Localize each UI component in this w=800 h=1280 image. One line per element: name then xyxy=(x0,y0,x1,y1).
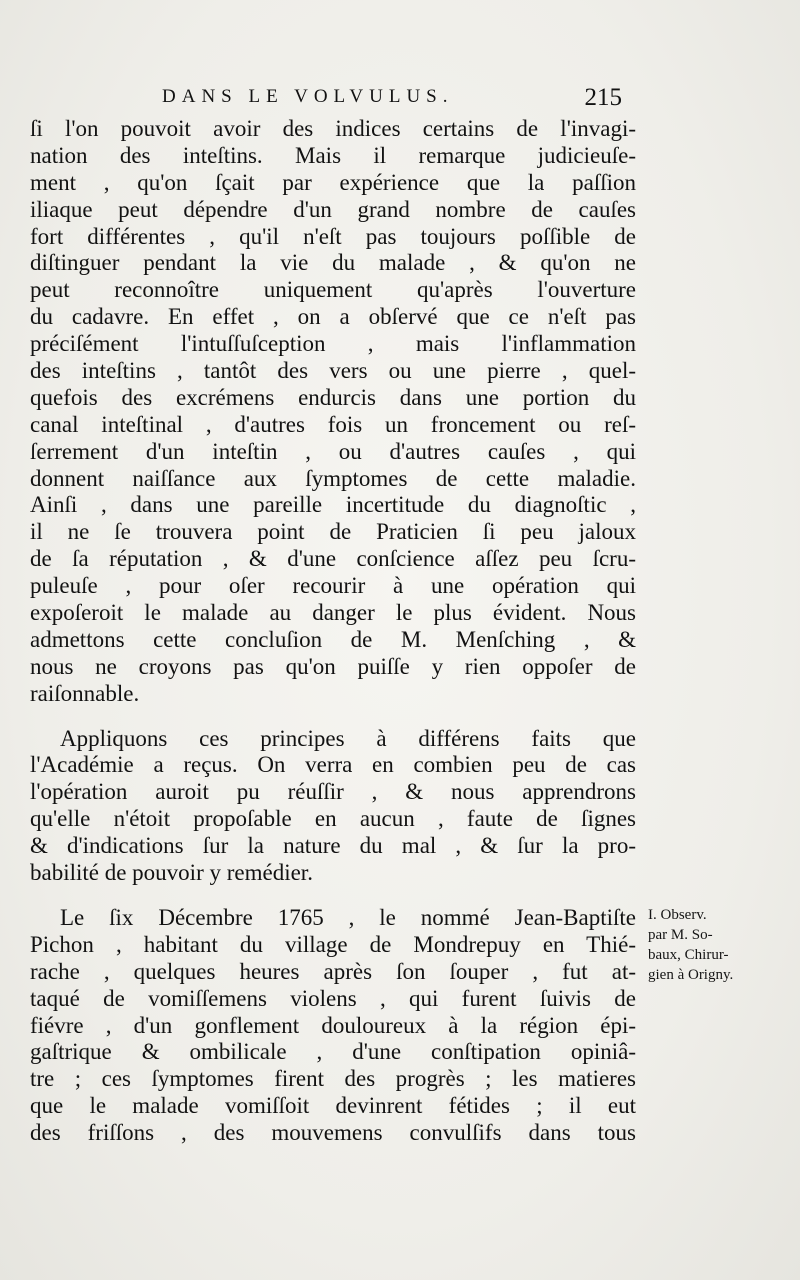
text-line: préciſément l'intuſſuſception , mais l'inflammation xyxy=(30,331,636,357)
text-line: puleuſe , pour oſer recourir à une opération qui xyxy=(30,573,636,599)
text-line: Le ſix Décembre 1765 , le nommé Jean-Baptiſte xyxy=(60,904,636,930)
text-line: nous ne croyons pas qu'on puiſſe y rien oppoſer de xyxy=(30,653,636,679)
paragraph-spacer xyxy=(30,708,636,726)
text-line: babilité de pouvoir y remédier. xyxy=(30,860,313,886)
text-line: qu'elle n'étoit propoſable en aucun , faute de ſignes xyxy=(30,806,636,832)
text-line: gaſtrique & ombilicale , d'une conſtipation opiniâ- xyxy=(30,1039,636,1065)
text-line: quefois des excrémens endurcis dans une portion du xyxy=(30,384,636,410)
text-line: fort différentes , qu'il n'eſt pas toujours poſſible de xyxy=(30,223,636,249)
text-line: de ſa réputation , & d'une conſcience aſſez peu ſcru- xyxy=(30,546,636,572)
text-line: peut reconnoître uniquement qu'après l'ouverture xyxy=(30,277,636,303)
text-line: ſerrement d'un inteſtin , ou d'autres cauſes , qui xyxy=(30,438,636,464)
text-line: nation des inteſtins. Mais il remarque judicieuſe- xyxy=(30,142,636,168)
text-line: & d'indications ſur la nature du mal , & ſur la pro- xyxy=(30,833,636,859)
text-line: l'opération auroit pu réuſſir , & nous apprendrons xyxy=(30,779,636,805)
text-line: que le malade vomiſſoit devinrent fétides ; il eut xyxy=(30,1093,636,1119)
text-line: du cadavre. En effet , on a obſervé que ce n'eſt pas xyxy=(30,304,636,330)
text-line: l'Académie a reçus. On verra en combien peu de cas xyxy=(30,752,636,778)
text-line: Ainſi , dans une pareille incertitude du diagnoſtic , xyxy=(30,492,636,518)
text-line: ment , qu'on ſçait par expérience que la paſſion xyxy=(30,169,636,195)
margin-note-line: par M. So- xyxy=(648,927,713,943)
text-line: taqué de vomiſſemens violens , qui furent ſuivis de xyxy=(30,985,636,1011)
page-header xyxy=(150,84,630,116)
text-line: admettons cette concluſion de M. Menſching , & xyxy=(30,626,636,652)
text-line: canal inteſtinal , d'autres fois un froncement ou reſ- xyxy=(30,411,636,437)
page-number: 215 xyxy=(584,84,622,111)
text-line: fiévre , d'un gonflement douloureux à la région épi- xyxy=(30,1012,636,1038)
text-line: tre ; ces ſymptomes firent des progrès ; les matieres xyxy=(30,1066,636,1092)
text-line: diſtinguer pendant la vie du malade , & qu'on ne xyxy=(30,250,636,276)
main-text-block xyxy=(30,116,636,1147)
running-head: DANS LE VOLVULUS. xyxy=(162,86,454,107)
text-line: des friſſons , des mouvemens convulſifs dans tous xyxy=(30,1120,636,1146)
margin-note xyxy=(648,905,798,985)
paragraph-2 xyxy=(30,726,636,887)
text-line: ſi l'on pouvoit avoir des indices certains de l'invagi- xyxy=(30,116,636,141)
text-line: il ne ſe trouvera point de Praticien ſi peu jaloux xyxy=(30,519,636,545)
margin-note-line: baux, Chirur- xyxy=(648,947,729,963)
paragraph-spacer xyxy=(30,887,636,905)
text-line: raiſonnable. xyxy=(30,680,140,706)
paragraph-1 xyxy=(30,116,636,708)
text-line: rache , quelques heures après ſon ſouper , fut at- xyxy=(30,958,636,984)
text-line: Pichon , habitant du village de Mondrepuy en Thié- xyxy=(30,931,636,957)
text-line: expoſeroit le malade au danger le plus évident. Nous xyxy=(30,600,636,626)
margin-note-line: I. Observ. xyxy=(648,907,707,923)
text-line: iliaque peut dépendre d'un grand nombre de cauſes xyxy=(30,196,636,222)
text-line: donnent naiſſance aux ſymptomes de cette maladie. xyxy=(30,465,636,491)
paragraph-3 xyxy=(30,905,636,1147)
text-line: Appliquons ces principes à différens faits que xyxy=(60,725,636,751)
margin-note-line: gien à Origny. xyxy=(648,967,734,983)
text-line: des inteſtins , tantôt des vers ou une pierre , quel- xyxy=(30,358,636,384)
